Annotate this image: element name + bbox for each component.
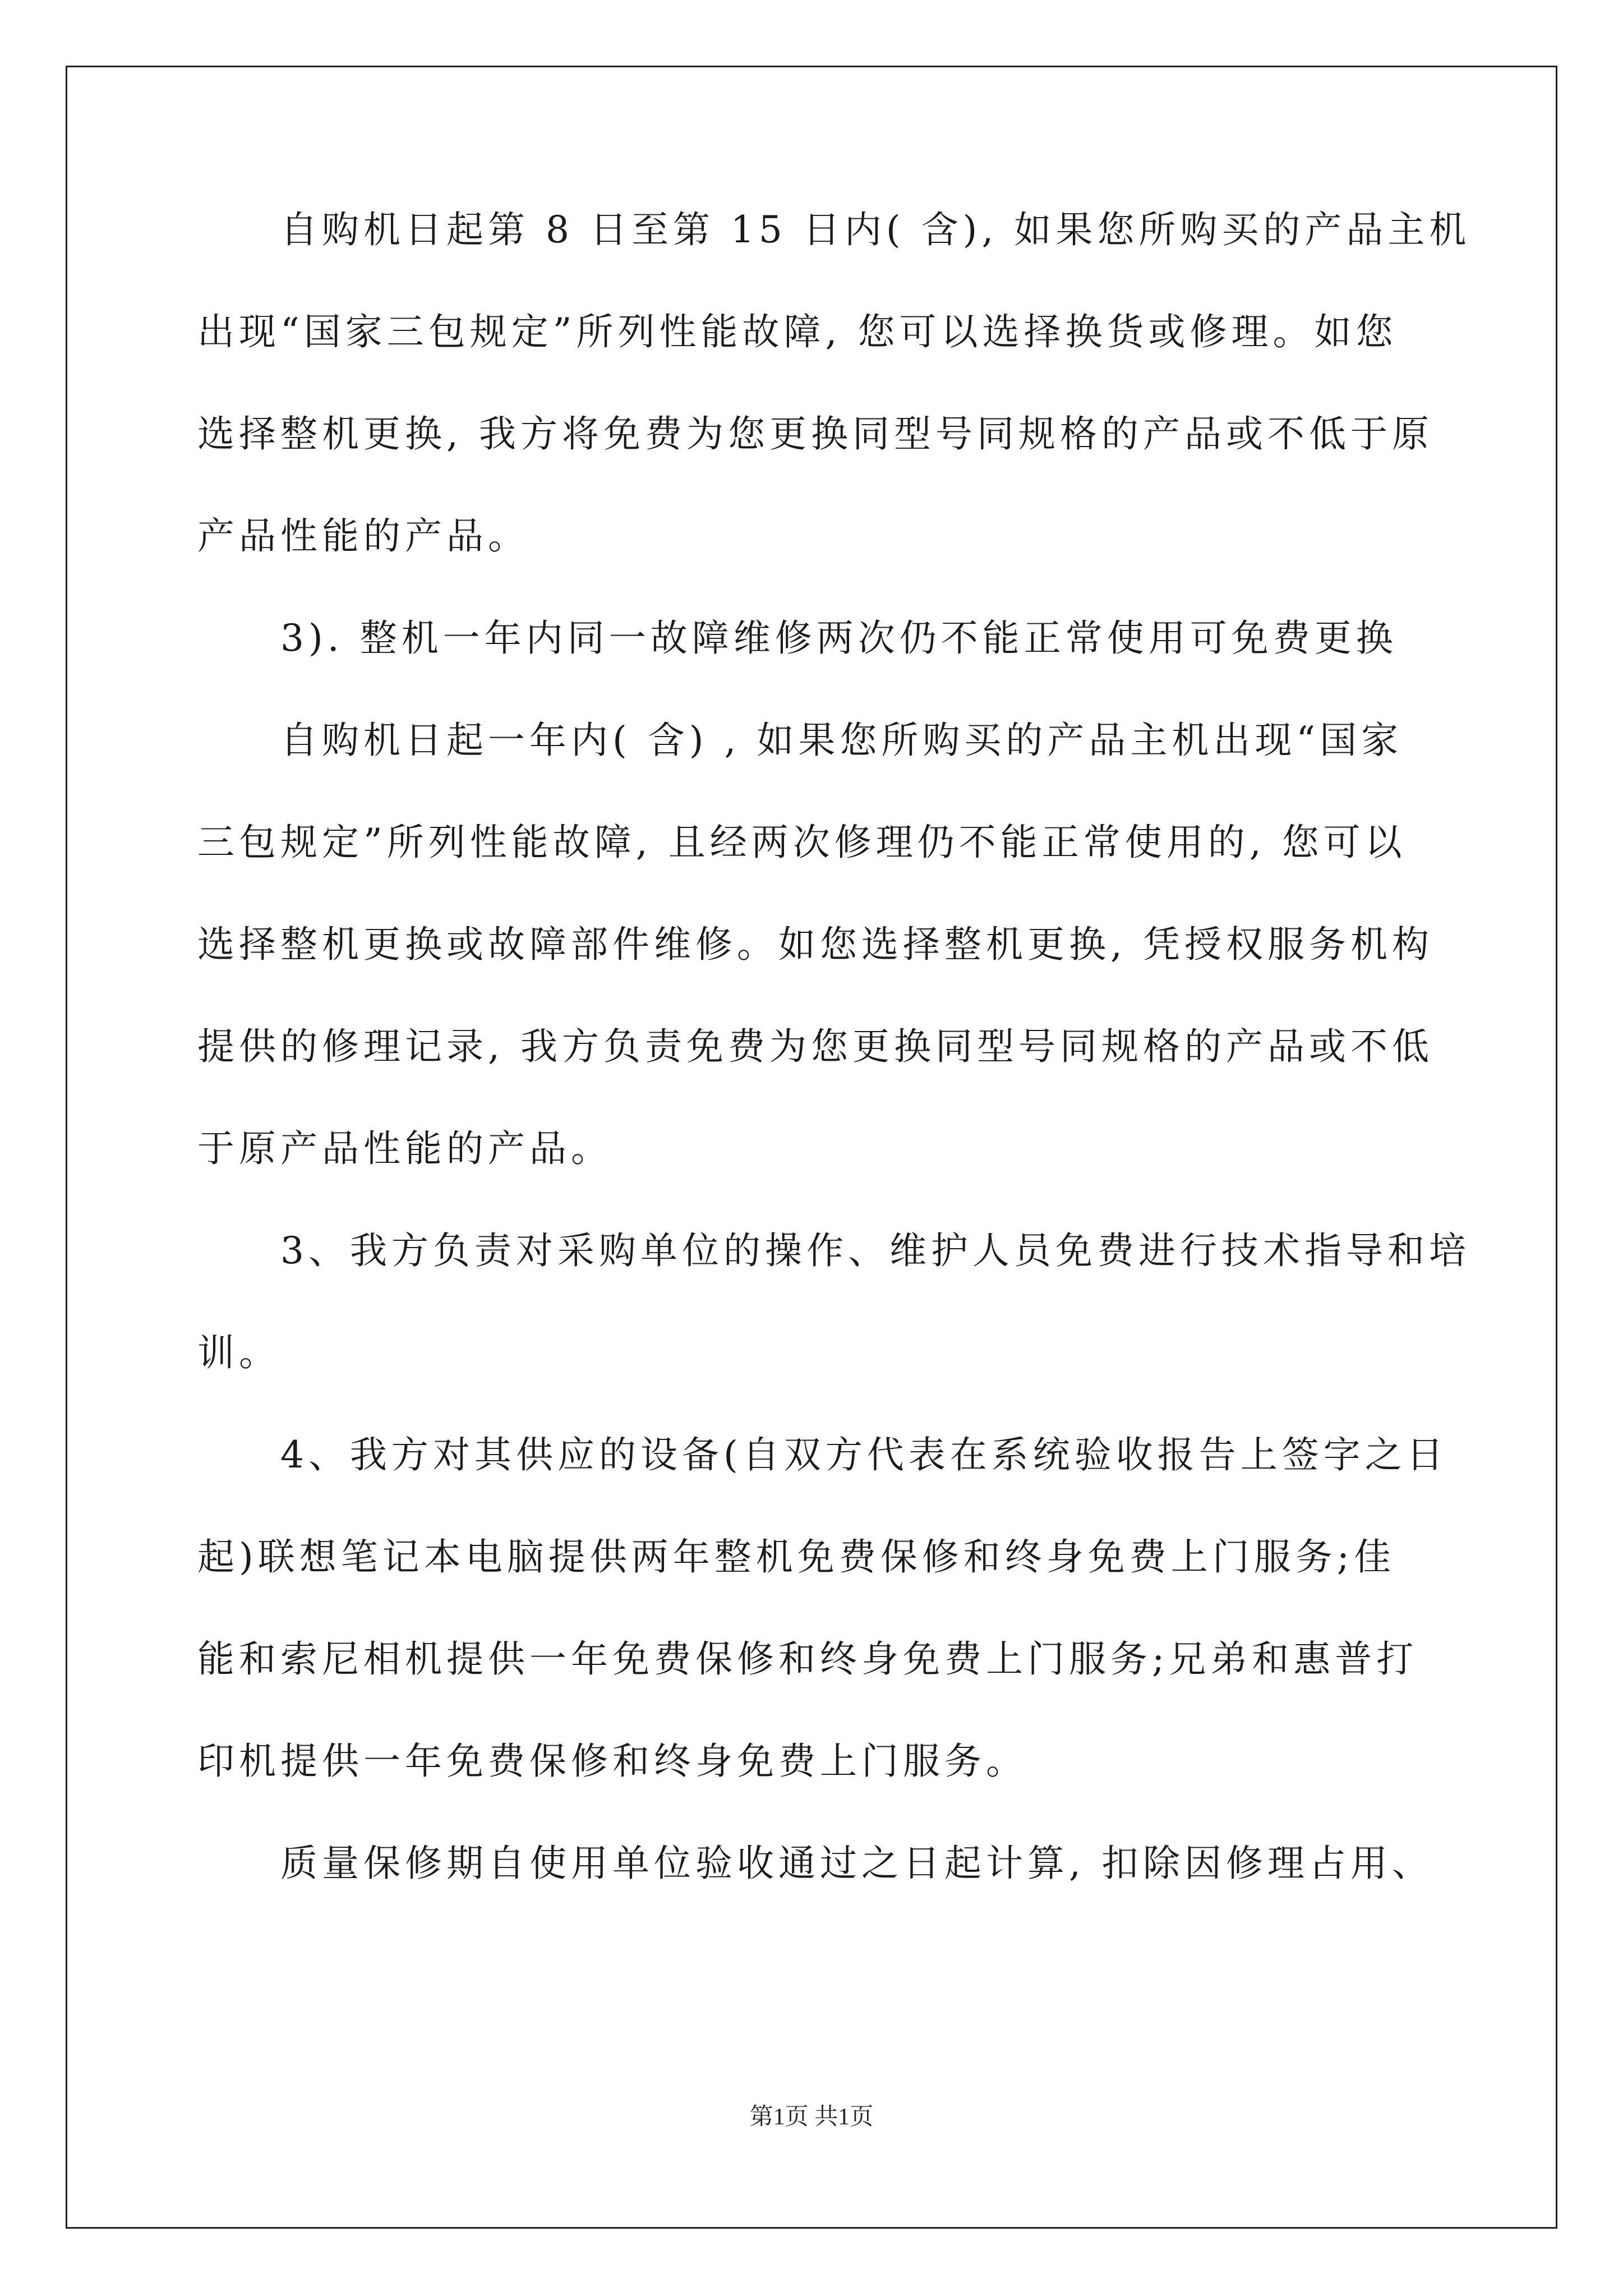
paragraph-line: 自购机日起第 8 日至第 15 日内( 含), 如果您所购买的产品主机: [280, 208, 1471, 251]
page-number-footer: 第1页 共1页: [749, 2104, 874, 2130]
paragraph-line: 起)联想笔记本电脑提供两年整机免费保修和终身免费上门服务;佳: [197, 1535, 1395, 1579]
paragraph-line: 3、我方负责对采购单位的操作、维护人员免费进行技术指导和培: [280, 1229, 1470, 1272]
paragraph-line: 4、我方对其供应的设备(自双方代表在系统验收报告上签字之日: [280, 1433, 1448, 1476]
paragraph-line: 印机提供一年免费保修和终身免费上门服务。: [197, 1740, 1027, 1783]
paragraph-line: 三包规定”所列性能故障, 且经两次修理仍不能正常使用的, 您可以: [197, 821, 1407, 864]
paragraph-line: 自购机日起一年内( 含) , 如果您所购买的产品主机出现“国家: [280, 719, 1403, 762]
paragraph-line: 产品性能的产品。: [197, 514, 529, 558]
paragraph-line: 提供的修理记录, 我方负责免费为您更换同型号同规格的产品或不低: [197, 1025, 1433, 1068]
paragraph-line: 能和索尼相机提供一年免费保修和终身免费上门服务;兄弟和惠普打: [197, 1637, 1418, 1681]
paragraph-line: 选择整机更换或故障部件维修。如您选择整机更换, 凭授权服务机构: [197, 923, 1433, 966]
paragraph-line: 出现“国家三包规定”所列性能故障, 您可以选择换货或修理。如您: [197, 310, 1398, 353]
paragraph-line: 训。: [197, 1331, 280, 1374]
section-heading: 3). 整机一年内同一故障维修两次仍不能正常使用可免费更换: [280, 616, 1398, 660]
paragraph-line: 选择整机更换, 我方将免费为您更换同型号同规格的产品或不低于原: [197, 412, 1433, 455]
paragraph-line: 于原产品性能的产品。: [197, 1127, 612, 1170]
paragraph-line: 质量保修期自使用单位验收通过之日起计算, 扣除因修理占用、: [280, 1842, 1433, 1885]
